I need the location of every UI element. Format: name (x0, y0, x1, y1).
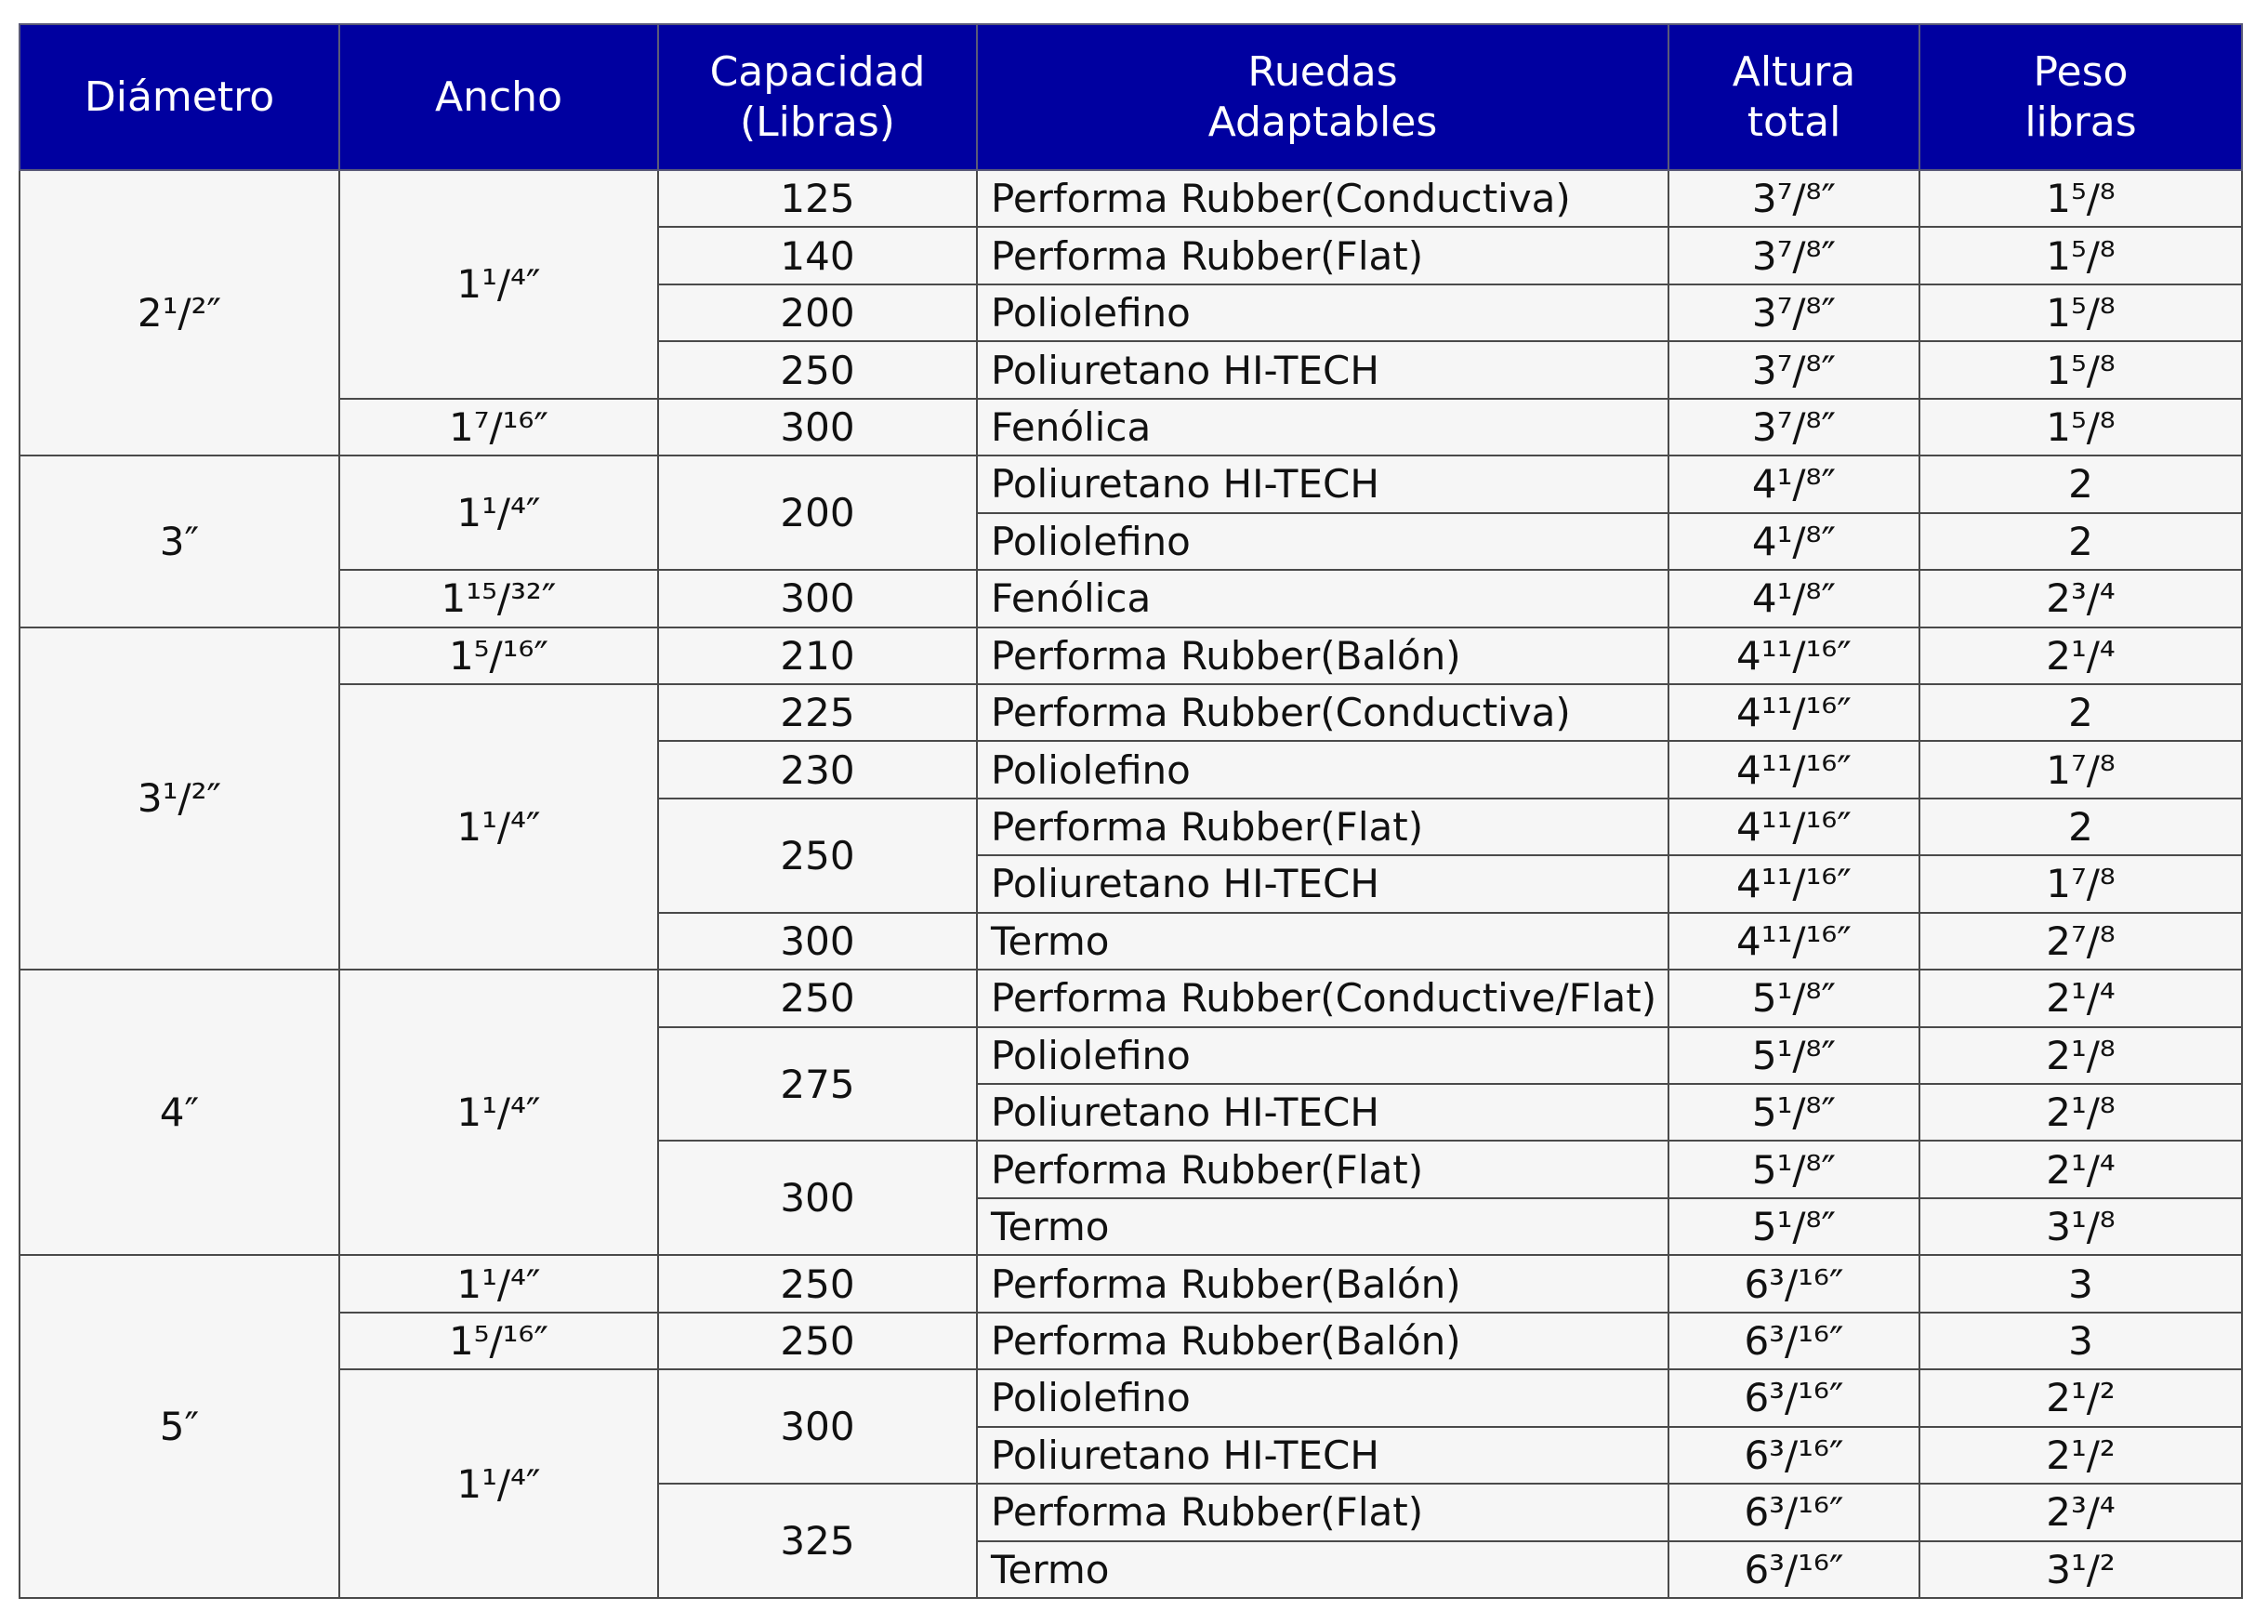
header-line: Adaptables (1207, 98, 1438, 146)
table-row (20, 1255, 2242, 1312)
peso-cell: 2 (1919, 799, 2242, 855)
capacidad-cell: 300 (658, 399, 977, 456)
table-row (20, 1369, 2242, 1426)
altura-cell: 4¹¹/¹⁶″ (1668, 741, 1919, 798)
rueda-cell: Poliolefino (977, 513, 1668, 570)
capacidad-cell: 125 (658, 170, 977, 227)
altura-cell: 5¹/⁸″ (1668, 1084, 1919, 1141)
rueda-cell: Poliuretano HI-TECH (977, 456, 1668, 512)
peso-cell: 1⁵/⁸ (1919, 399, 2242, 456)
rueda-cell: Performa Rubber(Balón) (977, 1313, 1668, 1369)
capacidad-cell: 250 (658, 970, 977, 1026)
rueda-cell: Poliuretano HI-TECH (977, 341, 1668, 398)
rueda-cell: Fenólica (977, 570, 1668, 627)
rueda-cell: Performa Rubber(Conductiva) (977, 170, 1668, 227)
header-row (20, 24, 2242, 170)
altura-cell: 4¹/⁸″ (1668, 456, 1919, 512)
ancho-cell: 1¹/⁴″ (339, 684, 658, 970)
altura-cell: 6³/¹⁶″ (1668, 1484, 1919, 1540)
altura-cell: 3⁷/⁸″ (1668, 399, 1919, 456)
rueda-cell: Performa Rubber(Balón) (977, 627, 1668, 684)
altura-cell: 3⁷/⁸″ (1668, 284, 1919, 341)
capacidad-cell: 300 (658, 1369, 977, 1484)
table-body (20, 170, 2242, 1598)
header-line: (Libras) (740, 98, 895, 146)
rueda-cell: Performa Rubber(Flat) (977, 1141, 1668, 1197)
rueda-cell: Poliolefino (977, 284, 1668, 341)
capacidad-cell: 225 (658, 684, 977, 741)
rueda-cell: Performa Rubber(Flat) (977, 227, 1668, 284)
rueda-cell: Termo (977, 1541, 1668, 1599)
capacidad-cell: 250 (658, 1255, 977, 1312)
peso-cell: 2 (1919, 456, 2242, 512)
table-row (20, 456, 2242, 512)
header-ancho (339, 24, 658, 170)
peso-cell: 3¹/⁸ (1919, 1198, 2242, 1255)
ancho-cell: 1⁵/¹⁶″ (339, 627, 658, 684)
ancho-cell: 1⁵/¹⁶″ (339, 1313, 658, 1369)
capacidad-cell: 200 (658, 284, 977, 341)
header-diametro (20, 24, 339, 170)
peso-cell: 2¹/⁴ (1919, 1141, 2242, 1197)
rueda-cell: Performa Rubber(Conductiva) (977, 684, 1668, 741)
peso-cell: 2 (1919, 513, 2242, 570)
capacidad-cell: 300 (658, 1141, 977, 1255)
peso-cell: 2¹/⁸ (1919, 1084, 2242, 1141)
peso-cell: 2³/⁴ (1919, 1484, 2242, 1540)
altura-cell: 6³/¹⁶″ (1668, 1427, 1919, 1484)
ancho-cell: 1¹/⁴″ (339, 170, 658, 399)
capacidad-cell: 300 (658, 913, 977, 970)
capacidad-cell: 250 (658, 1313, 977, 1369)
altura-cell: 6³/¹⁶″ (1668, 1541, 1919, 1599)
header-line: Capacidad (709, 47, 926, 96)
altura-cell: 5¹/⁸″ (1668, 1198, 1919, 1255)
diametro-cell: 3″ (20, 456, 339, 627)
caster-spec-table (19, 23, 2243, 1599)
altura-cell: 3⁷/⁸″ (1668, 170, 1919, 227)
ancho-cell: 1¹/⁴″ (339, 1255, 658, 1312)
peso-cell: 3 (1919, 1255, 2242, 1312)
peso-cell: 3 (1919, 1313, 2242, 1369)
peso-cell: 1⁷/⁸ (1919, 741, 2242, 798)
ancho-cell: 1¹/⁴″ (339, 456, 658, 570)
header-line: Ruedas (1247, 47, 1398, 96)
table-row (20, 627, 2242, 684)
rueda-cell: Poliolefino (977, 741, 1668, 798)
table-row (20, 684, 2242, 741)
capacidad-cell: 230 (658, 741, 977, 798)
peso-cell: 2¹/² (1919, 1369, 2242, 1426)
altura-cell: 4¹¹/¹⁶″ (1668, 913, 1919, 970)
altura-cell: 6³/¹⁶″ (1668, 1369, 1919, 1426)
header-altura (1668, 24, 1919, 170)
peso-cell: 1⁵/⁸ (1919, 227, 2242, 284)
peso-cell: 1⁵/⁸ (1919, 284, 2242, 341)
diametro-cell: 2¹/²″ (20, 170, 339, 456)
capacidad-cell: 275 (658, 1027, 977, 1142)
rueda-cell: Poliuretano HI-TECH (977, 1427, 1668, 1484)
capacidad-cell: 210 (658, 627, 977, 684)
rueda-cell: Poliuretano HI-TECH (977, 1084, 1668, 1141)
diametro-cell: 4″ (20, 970, 339, 1255)
rueda-cell: Termo (977, 913, 1668, 970)
header-line: total (1747, 98, 1841, 146)
altura-cell: 4¹¹/¹⁶″ (1668, 684, 1919, 741)
capacidad-cell: 140 (658, 227, 977, 284)
table-row (20, 570, 2242, 627)
table-header (20, 24, 2242, 170)
altura-cell: 4¹¹/¹⁶″ (1668, 627, 1919, 684)
altura-cell: 4¹/⁸″ (1668, 513, 1919, 570)
altura-cell: 5¹/⁸″ (1668, 1141, 1919, 1197)
diametro-cell: 5″ (20, 1255, 339, 1598)
ancho-cell: 1¹/⁴″ (339, 1369, 658, 1598)
rueda-cell: Performa Rubber(Conductive/Flat) (977, 970, 1668, 1026)
header-ruedas (977, 24, 1668, 170)
peso-cell: 2¹/⁸ (1919, 1027, 2242, 1084)
header-line: Ancho (435, 73, 562, 121)
diametro-cell: 3¹/²″ (20, 627, 339, 970)
header-peso (1919, 24, 2242, 170)
rueda-cell: Poliuretano HI-TECH (977, 855, 1668, 912)
table-row (20, 1313, 2242, 1369)
altura-cell: 3⁷/⁸″ (1668, 341, 1919, 398)
capacidad-cell: 250 (658, 341, 977, 398)
altura-cell: 4¹¹/¹⁶″ (1668, 855, 1919, 912)
capacidad-cell: 325 (658, 1484, 977, 1598)
peso-cell: 2 (1919, 684, 2242, 741)
capacidad-cell: 200 (658, 456, 977, 570)
peso-cell: 1⁷/⁸ (1919, 855, 2242, 912)
table-row (20, 970, 2242, 1026)
rueda-cell: Performa Rubber(Flat) (977, 799, 1668, 855)
capacidad-cell: 300 (658, 570, 977, 627)
peso-cell: 2³/⁴ (1919, 570, 2242, 627)
altura-cell: 6³/¹⁶″ (1668, 1255, 1919, 1312)
rueda-cell: Fenólica (977, 399, 1668, 456)
ancho-cell: 1¹⁵/³²″ (339, 570, 658, 627)
peso-cell: 3¹/² (1919, 1541, 2242, 1599)
altura-cell: 3⁷/⁸″ (1668, 227, 1919, 284)
altura-cell: 6³/¹⁶″ (1668, 1313, 1919, 1369)
peso-cell: 1⁵/⁸ (1919, 341, 2242, 398)
altura-cell: 5¹/⁸″ (1668, 1027, 1919, 1084)
altura-cell: 5¹/⁸″ (1668, 970, 1919, 1026)
capacidad-cell: 250 (658, 799, 977, 913)
peso-cell: 2¹/⁴ (1919, 970, 2242, 1026)
rueda-cell: Performa Rubber(Balón) (977, 1255, 1668, 1312)
header-capacidad (658, 24, 977, 170)
header-line: libras (2024, 98, 2137, 146)
peso-cell: 2¹/² (1919, 1427, 2242, 1484)
rueda-cell: Termo (977, 1198, 1668, 1255)
rueda-cell: Performa Rubber(Flat) (977, 1484, 1668, 1540)
peso-cell: 2¹/⁴ (1919, 627, 2242, 684)
ancho-cell: 1⁷/¹⁶″ (339, 399, 658, 456)
header-line: Peso (2033, 47, 2129, 96)
header-line: Altura (1732, 47, 1856, 96)
ancho-cell: 1¹/⁴″ (339, 970, 658, 1255)
peso-cell: 2⁷/⁸ (1919, 913, 2242, 970)
header-line: Diámetro (84, 73, 275, 121)
altura-cell: 4¹/⁸″ (1668, 570, 1919, 627)
table-row (20, 399, 2242, 456)
altura-cell: 4¹¹/¹⁶″ (1668, 799, 1919, 855)
rueda-cell: Poliolefino (977, 1027, 1668, 1084)
peso-cell: 1⁵/⁸ (1919, 170, 2242, 227)
rueda-cell: Poliolefino (977, 1369, 1668, 1426)
table-row (20, 170, 2242, 227)
